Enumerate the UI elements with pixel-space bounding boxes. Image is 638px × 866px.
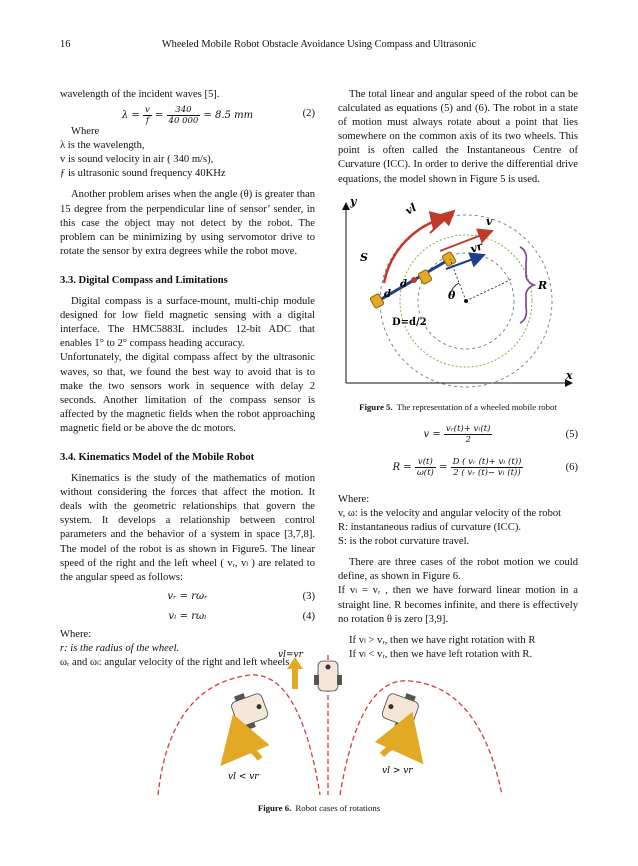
equation-4: vₗ = rωₗ (4) (60, 608, 315, 625)
right-path-arc (340, 681, 502, 795)
equation-3: vᵣ = rωᵣ (3) (60, 588, 315, 605)
wheel-icon (314, 675, 319, 685)
s-label: S (360, 250, 368, 264)
equal-speed-label: vl=vr (278, 650, 303, 660)
v-label: v (486, 214, 493, 228)
forward-arrow-icon (292, 667, 298, 689)
compass-paragraph: Digital compass is a surface-mount, multi-chip module designed for low field magnetic sensing with a digital interface. The HMC5883L includes 12-bit ADC that enables 1° to 2° compass heading accuracy. (60, 296, 315, 350)
section-heading: 3.3. Digital Compass and Limitations (60, 274, 228, 286)
left-rotation-case: If vₗ < vᵣ, then we have left rotation with R. (349, 648, 533, 660)
eq2-lhs: λ = (121, 110, 143, 122)
where-line: ωᵣ and ωₗ: angular velocity of the right and left wheels. (60, 657, 293, 668)
left-rotation-arrow-icon (228, 747, 260, 759)
x-axis-label: x (566, 368, 573, 382)
equation-5: v = $\frac{\text{vᵣ(t)+ vₗ(t)}}{2}$ (5) (338, 420, 578, 450)
angle-paragraph: Another problem arises when the angle (θ) is greater than 15 degree from the perpendicular line of sensor’ sender, in this case the object may not detect by the robot. The problem can be minimizing by using servomotor drive to rotate the sensor by extra degrees while the robot move. (60, 189, 315, 257)
left-column (60, 88, 315, 670)
running-title: Wheeled Mobile Robot Obstacle Avoidance Using Compass and Ultrasonic (161, 39, 477, 50)
eq2-frac2: $\frac{340}{40 000}$ (168, 105, 199, 127)
icc-point (464, 299, 468, 303)
theta-label: θ (448, 288, 456, 302)
d-label: d (384, 288, 391, 300)
equation-number: (2) (302, 108, 315, 120)
eq2-frac1: $\frac{v}{f}$ (144, 105, 150, 127)
vr-label: vr (468, 239, 485, 256)
equation-6: R = $\frac{v(t)}{\omega(t)}$ = $\frac{\text{D ( vᵣ (t)+ vₗ (t))}}{\text{2 ( vᵣ (t)− vₗ (t))}}$ (6) (338, 453, 578, 483)
equation-number: (5) (565, 428, 578, 440)
where-line: r: is the radius of the wheel. (60, 642, 180, 654)
wheel-icon (370, 293, 385, 308)
where-line: S: is the robot curvature travel. (338, 536, 470, 548)
page-number: 16 (60, 39, 71, 50)
r-label: R (538, 278, 548, 292)
robot-center-dot (411, 277, 417, 283)
wavelength-text: wavelength of the incident waves [5]. (60, 89, 220, 100)
radius-line (466, 279, 512, 301)
figure-6-caption: Figure 6. Robot cases of rotations (257, 803, 381, 813)
figure-5-diagram (338, 191, 578, 391)
travel-arc (384, 217, 448, 283)
figure-5 (338, 191, 578, 414)
where-label: Where (71, 126, 100, 138)
v-vector (440, 231, 492, 251)
figure-5-caption: Figure 5. The representation of a wheeled mobile robot (359, 401, 557, 412)
y-axis-label: y (350, 194, 357, 208)
eq2-rhs: = 8.5 mm (200, 110, 254, 122)
total-speed-paragraph: The total linear and angular speed of the robot can be calculated as equations (5) and (6). The robot in a state of motion must always rotate about a point that lies somewhere on the common axis of its two wheels. This point is often called the Instantaneous Centre of Curvature (ICC). In order to derive the differential drive equations, the model shown in Figure 5 is used. (338, 89, 578, 185)
wheel-icon (442, 251, 457, 266)
equation-number: (6) (565, 461, 578, 473)
kinematics-paragraph: Kinematics is the study of the mathematics of motion without considering the forces that affect the motion. It deals with the geometric relationships that govern the system. It develops a relationship between control parameters and the behavior of a system in space [3,7,8]. The model of the robot is as shown in Figure5. The linear speed of the right and the left wheel ( vᵣ, vₗ ) are related to the angular speed as follows: (60, 473, 315, 583)
cases-paragraph: There are three cases of the robot motion we could define, as shown in Figure 6. (338, 557, 578, 583)
right-rotation-label: vl > vr (382, 766, 413, 776)
figure-6-diagram (150, 645, 510, 800)
where-line: v, ω: is the velocity and angular velocity of the robot (338, 507, 562, 519)
straight-case-paragraph: If vₗ = vᵣ , then we have forward linear motion in a straight line. R becomes infinite, and there is effectively no rotation θ is zero [3,9]. (338, 585, 578, 625)
where-line: v is sound velocity in air ( 340 m/s), (60, 154, 214, 166)
where-line: λ is the wavelength, (60, 140, 145, 152)
equation-number: (3) (302, 590, 315, 602)
r-bracket (520, 247, 534, 323)
vl-label: vl (403, 200, 419, 218)
right-column (338, 88, 578, 662)
section-heading: 3.4. Kinematics Model of the Mobile Robot (60, 451, 255, 463)
equation-2: λ = $\frac{v}{f}$ = $\frac{340}{40 000}$ = 8.5 mm (2) (121, 105, 315, 127)
d-label: d (400, 278, 407, 290)
where-line: R: instantaneous radius of curvature (ICC). (338, 522, 521, 534)
d-half-label: D=d/2 (392, 316, 427, 328)
where-label: Where: (338, 493, 370, 505)
where-label: Where: (60, 628, 92, 640)
left-rotation-label: vl < vr (228, 772, 259, 782)
right-rotation-case: If vₗ > vᵣ, then we have right rotation with R (349, 634, 536, 646)
wheel-icon (337, 675, 342, 685)
sensor-icon (326, 665, 331, 670)
right-rotation-arrow-icon (382, 745, 416, 755)
compass-paragraph: Unfortunately, the digital compass affect by the ultrasonic waves, so that, we found the best way to avoid that is to make the two sensors work in sequence with delay 2 seconds. Another limitation of the compass sensor is affected by the magnetic fields when the robot approaching magnetic field or be above the dc motors. (60, 352, 315, 434)
equation-number: (4) (302, 610, 315, 622)
where-line: ƒ is ultrasonic sound frequency 40KHz (60, 168, 226, 180)
